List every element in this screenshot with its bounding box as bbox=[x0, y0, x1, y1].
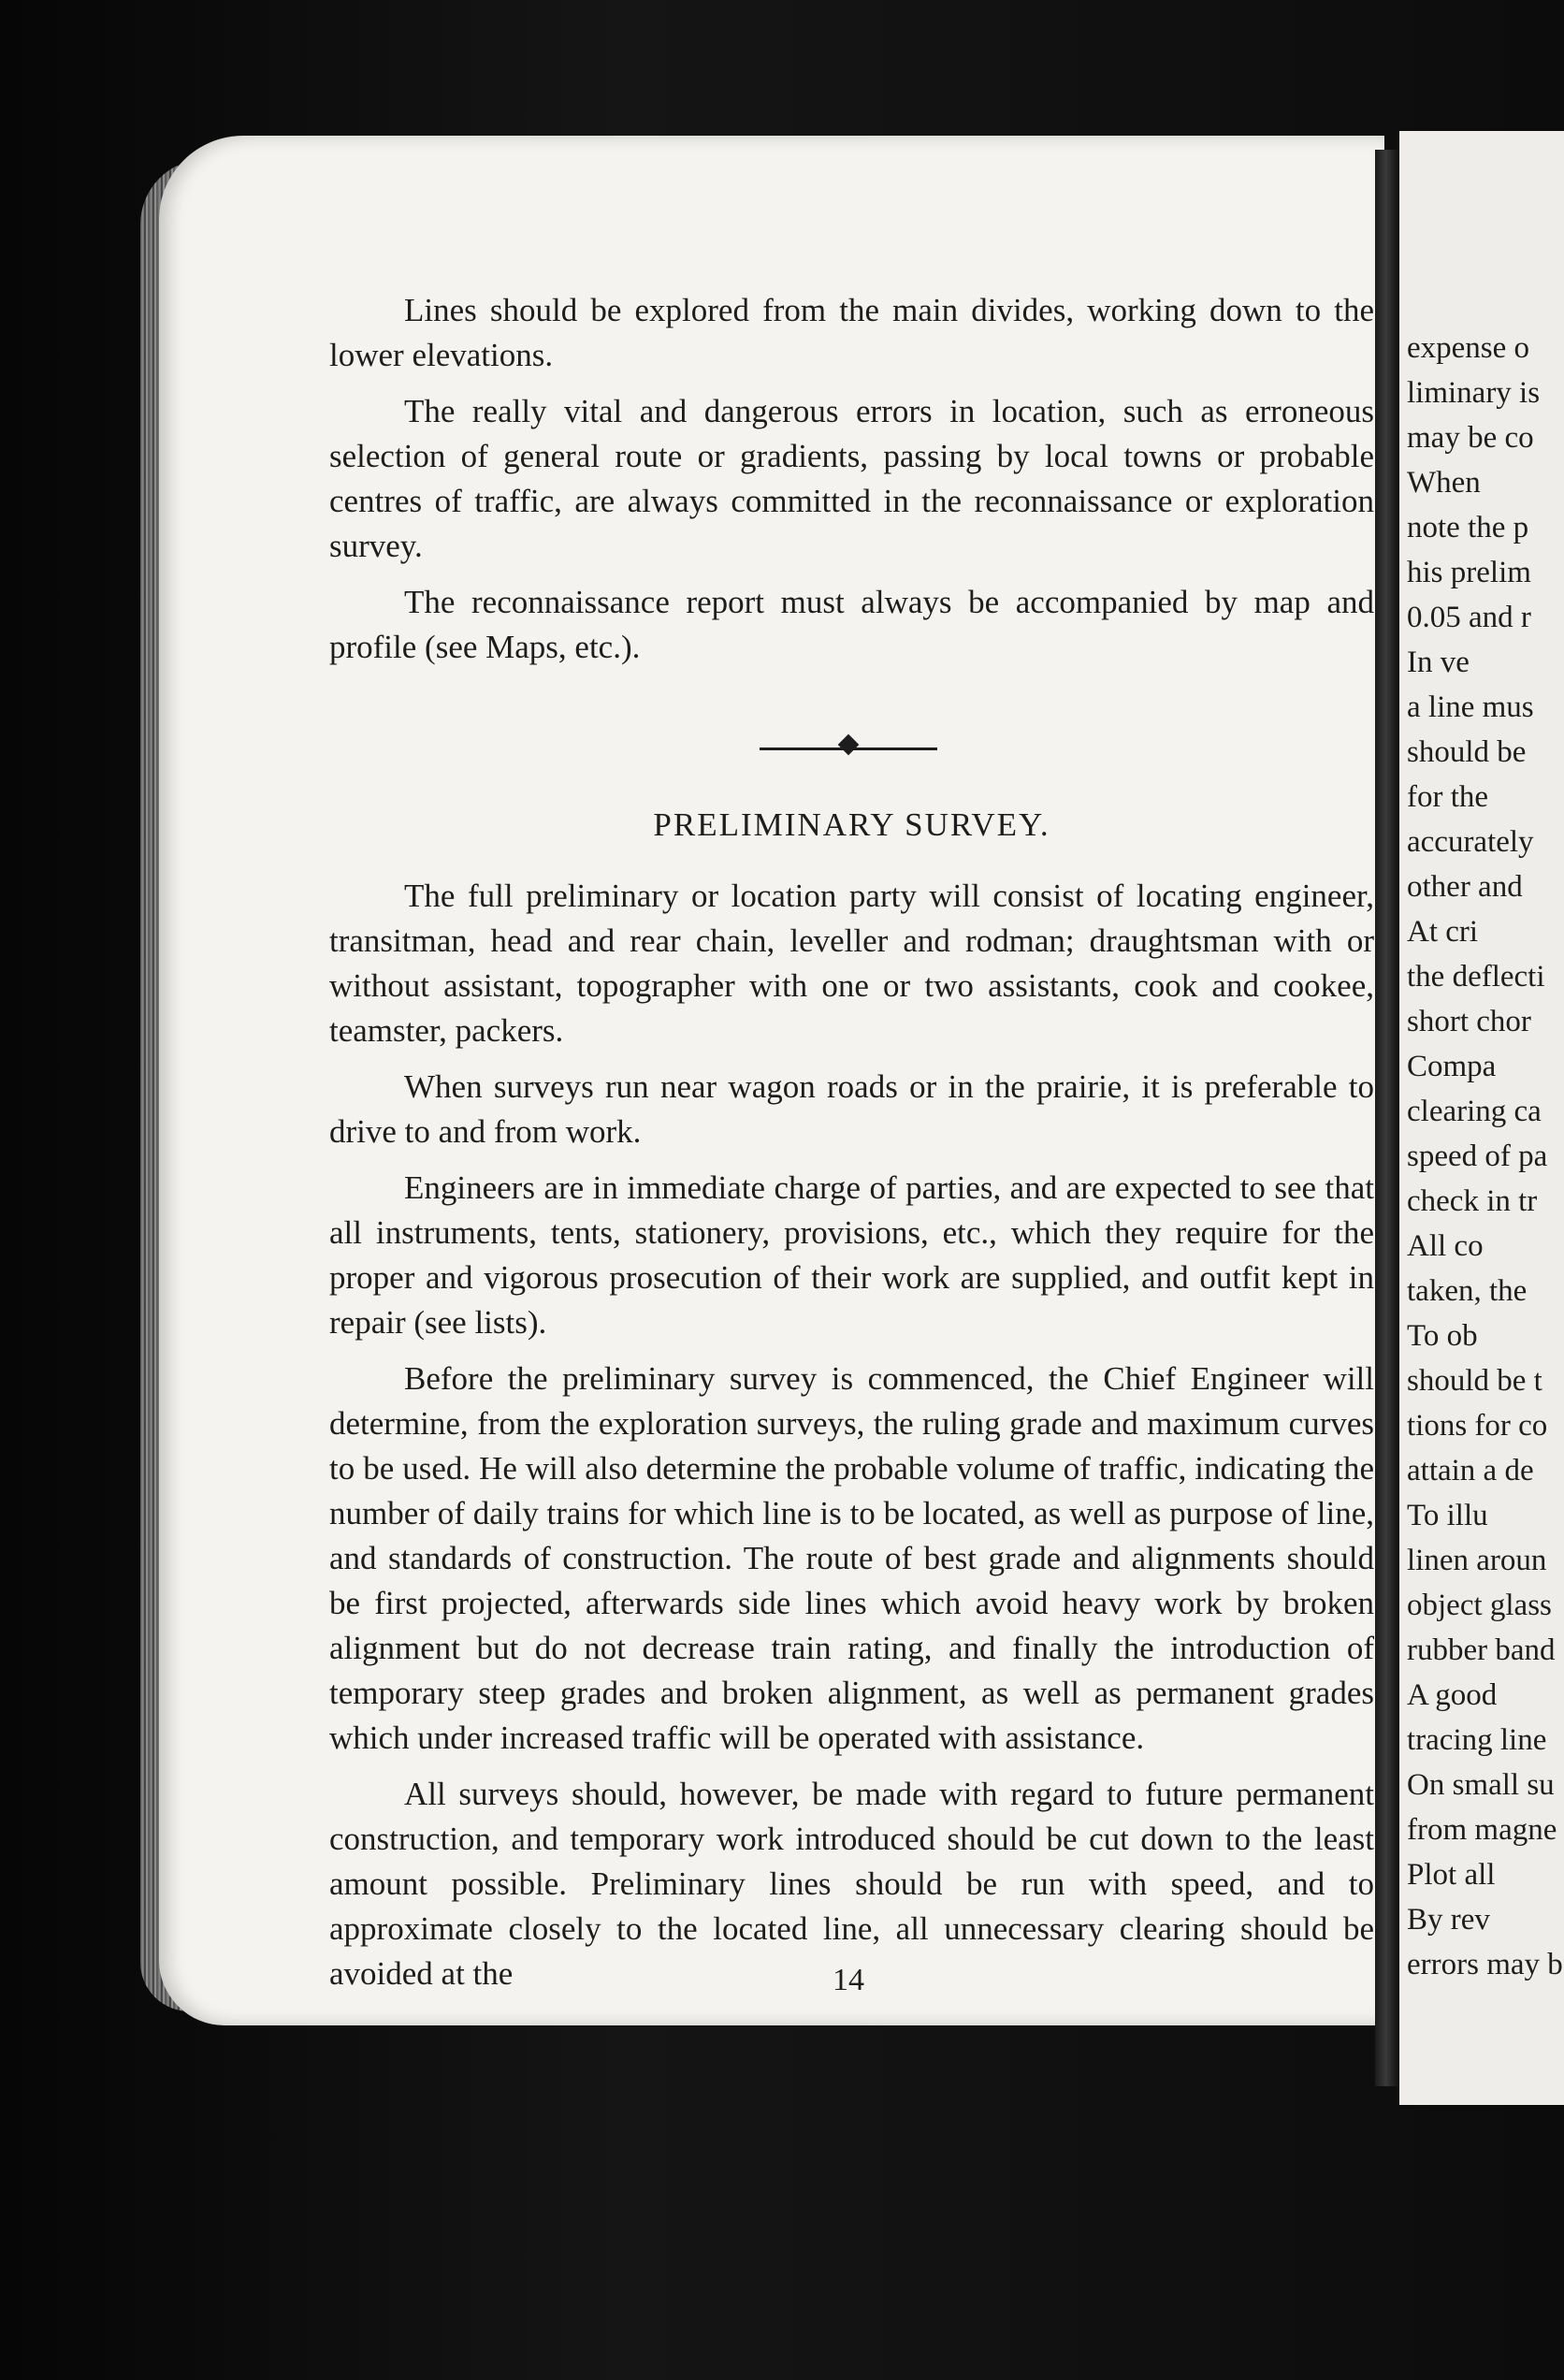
text-line: At cri bbox=[1407, 915, 1479, 949]
text-line: linen aroun bbox=[1407, 1544, 1547, 1577]
paragraph: Before the preliminary survey is commenced, the Chief Engineer will determine, from the exploration surveys, the ruling grade and maximum curves to be used. He will also determine the probable volume of traffic, indicating the number of daily trains for which line is to be located, as well as purpose of line, and standards of construction. The route of best grade and alignments should be first projected, afterwards side lines which avoid heavy work by broken alignment but do not decrease train rating, and finally the introduction of temporary steep grades and broken alignment, as well as permanent grades which under increased traffic will be operated with assistance. bbox=[329, 1360, 1374, 1756]
text-line: his prelim bbox=[1407, 556, 1531, 589]
text-line: for the bbox=[1407, 780, 1489, 814]
text-line: tracing line bbox=[1407, 1723, 1547, 1757]
text-line: When bbox=[1407, 466, 1481, 500]
paragraph: All surveys should, however, be made with regard to future permanent construction, and temporary work introduced should be cut down to the least amount possible. Preliminary lines should be run with speed, and to approximate closely to the located line, all unnecessary clearing should be avoided at the bbox=[329, 1776, 1374, 1992]
paragraph: Engineers are in immediate charge of parties, and are expected to see that all instruments, tents, stationery, provisions, etc., which they require for the proper and vigorous prosecution of their work are supplied, and outfit kept in repair (see lists). bbox=[329, 1169, 1374, 1341]
text-line: All co bbox=[1407, 1229, 1484, 1263]
text-line: should be t bbox=[1407, 1364, 1542, 1398]
text-line: may be co bbox=[1407, 421, 1534, 455]
text-line: short chor bbox=[1407, 1005, 1531, 1038]
paragraph: The full preliminary or location party will consist of locating engineer, transitman, head and rear chain, leveller and rodman; draughtsman with or without assistant, topographer with one or two assistants, cook and cookee, teamster, packers. bbox=[329, 878, 1374, 1049]
left-page-text bbox=[329, 288, 1374, 1996]
text-line: tions for co bbox=[1407, 1409, 1548, 1443]
right-page-text bbox=[1407, 326, 1564, 1987]
text-line: note the p bbox=[1407, 511, 1529, 544]
text-line: 0.05 and r bbox=[1407, 601, 1531, 634]
text-line: the deflecti bbox=[1407, 960, 1545, 994]
text-line: check in tr bbox=[1407, 1184, 1538, 1218]
section-divider-ornament bbox=[329, 728, 1374, 769]
text-line: rubber band bbox=[1407, 1633, 1556, 1667]
diamond-icon bbox=[838, 734, 860, 756]
page-number: 14 bbox=[833, 1963, 864, 1997]
text-line: a line mus bbox=[1407, 690, 1534, 724]
book-gutter bbox=[1375, 150, 1399, 2086]
paragraph: Lines should be explored from the main divides, working down to the lower elevations. bbox=[329, 292, 1374, 373]
section-heading: PRELIMINARY SURVEY. bbox=[653, 806, 1050, 843]
paragraph: The reconnaissance report must always be accompanied by map and profile (see Maps, etc.). bbox=[329, 584, 1374, 665]
text-line: speed of pa bbox=[1407, 1139, 1548, 1173]
paragraph: When surveys run near wagon roads or in the prairie, it is preferable to drive to and from work. bbox=[329, 1068, 1374, 1150]
text-line: liminary is bbox=[1407, 376, 1541, 410]
text-line: from magne bbox=[1407, 1813, 1557, 1847]
text-line: To ob bbox=[1407, 1319, 1478, 1353]
text-line: object glass bbox=[1407, 1589, 1552, 1622]
text-line: Plot all bbox=[1407, 1858, 1496, 1892]
text-line: clearing ca bbox=[1407, 1095, 1542, 1128]
text-line: To illu bbox=[1407, 1499, 1488, 1532]
text-line: errors may b bbox=[1407, 1948, 1563, 1981]
text-line: expense o bbox=[1407, 331, 1530, 365]
text-line: should be bbox=[1407, 735, 1527, 769]
text-line: attain a de bbox=[1407, 1454, 1534, 1488]
text-line: On small su bbox=[1407, 1768, 1555, 1802]
text-line: taken, the bbox=[1407, 1274, 1528, 1308]
paragraph: The really vital and dangerous errors in location, such as erroneous selection of general route or gradients, passing by local towns or probable centres of traffic, are always committed in the reconnaissance or exploration survey. bbox=[329, 393, 1374, 564]
text-line: A good bbox=[1407, 1678, 1498, 1712]
text-line: other and bbox=[1407, 870, 1523, 904]
text-line: In ve bbox=[1407, 646, 1470, 679]
text-line: accurately bbox=[1407, 825, 1534, 859]
text-line: Compa bbox=[1407, 1050, 1497, 1083]
text-line: By rev bbox=[1407, 1903, 1490, 1937]
